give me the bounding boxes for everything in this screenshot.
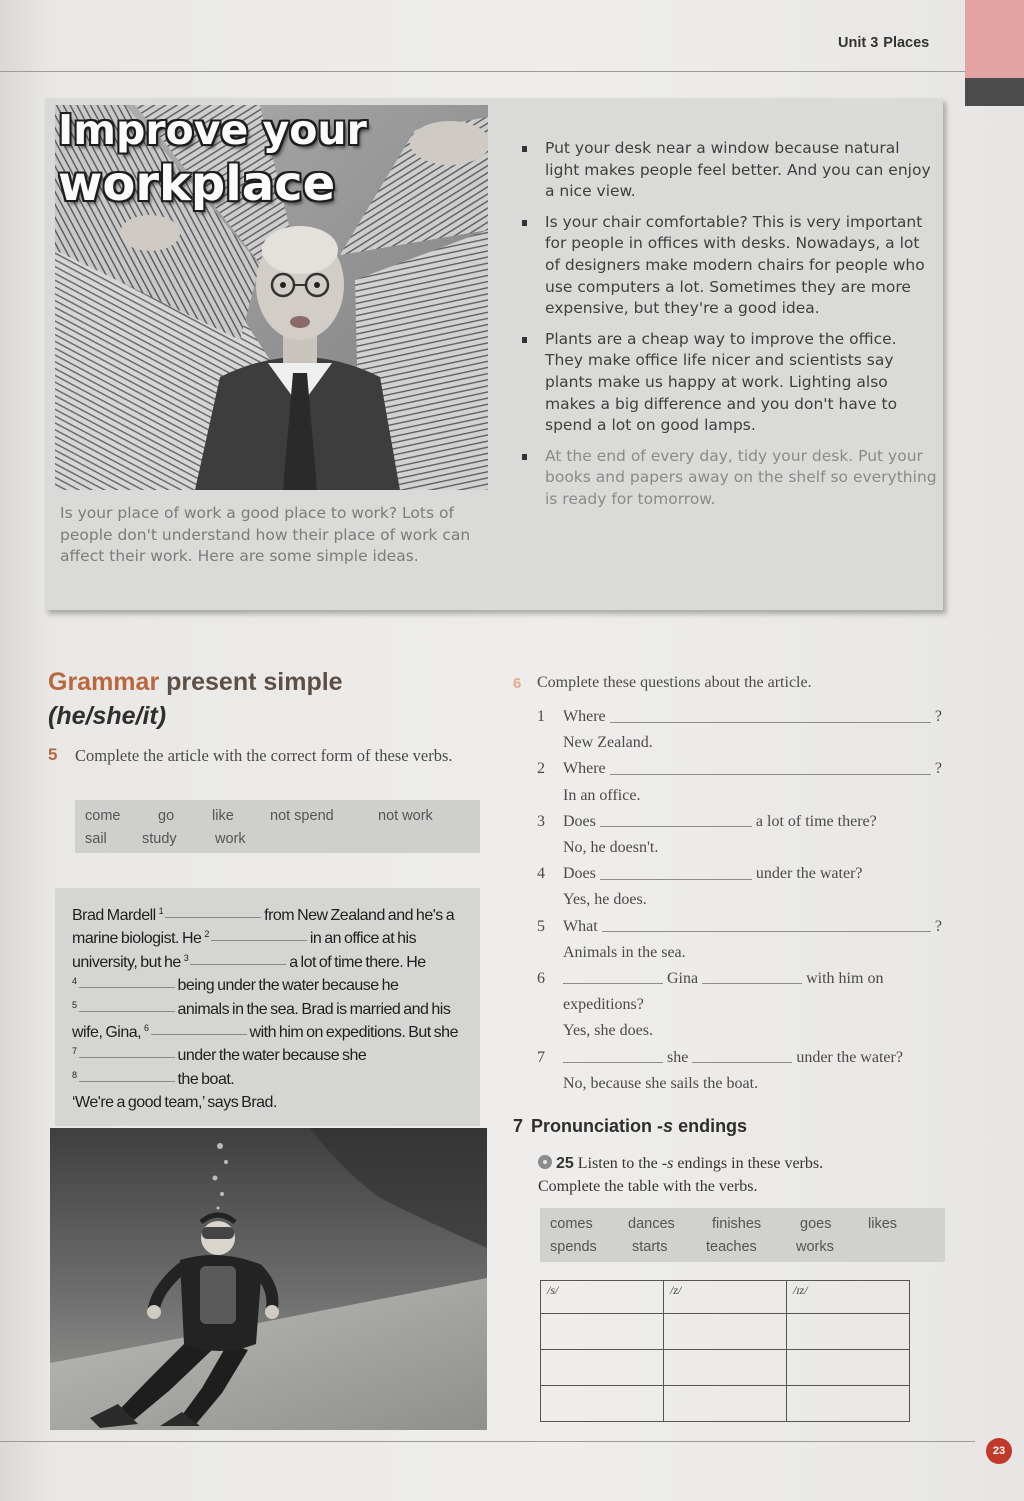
tip-text: At the end of every day, tidy your desk. Put your books and papers away on the shelf so everything is ready for tomorrow.	[545, 446, 937, 508]
answer-text: New Zealand.	[563, 734, 653, 752]
tip-item	[522, 329, 938, 437]
question-row	[537, 809, 942, 835]
answer-line	[702, 983, 802, 984]
instruction-suffix: -s	[661, 1155, 674, 1172]
question-text-after: under the water?	[755, 865, 863, 883]
question-number: 6	[537, 969, 545, 987]
tip-item	[522, 446, 938, 511]
unit-tab	[965, 0, 1024, 78]
instruction-text: Listen to the	[577, 1155, 658, 1172]
verb-word: go	[158, 808, 175, 824]
gapfill-text: under the water because she	[177, 1047, 367, 1065]
gap-line	[79, 986, 175, 988]
gap	[72, 1068, 175, 1091]
question-number: 7	[537, 1048, 545, 1066]
question-row	[537, 966, 942, 992]
bullet-icon	[522, 146, 527, 152]
gap-line	[79, 1080, 175, 1082]
question-number: 5	[537, 917, 545, 935]
article-title-line1: Improve your	[58, 106, 367, 154]
question-text: she	[667, 1048, 689, 1066]
page-number: 23	[986, 1438, 1012, 1464]
instruction-line	[538, 1152, 943, 1175]
gap-number: 3	[183, 952, 189, 963]
gapfill-text: in an office at his university, but he	[72, 930, 417, 971]
question-row	[537, 756, 942, 782]
instruction-line: Complete the table with the verbs.	[538, 1178, 758, 1195]
exercise7-number: 7	[513, 1116, 524, 1136]
gapfill-text: Brad Mardell	[72, 907, 156, 924]
question-text: Does	[563, 812, 596, 830]
answer-line	[600, 826, 752, 827]
exercise5-verb-box	[75, 800, 480, 853]
sounds-table	[540, 1280, 910, 1422]
table-header-cell: /z/	[664, 1281, 787, 1314]
verb-word: works	[796, 1239, 834, 1255]
gap	[204, 927, 307, 950]
table-header-row	[541, 1281, 910, 1314]
tip-text: Plants are a cheap way to improve the office. They make office life nicer and scientists say plants make us happy at work. Lighting also makes a big difference and you don't have to spend a lot on good lamps.	[545, 329, 898, 435]
exercise5-gapfill-box	[55, 888, 480, 1126]
table-cell	[664, 1314, 787, 1350]
answer-line	[563, 983, 663, 984]
answer-line	[600, 879, 752, 880]
instruction-text: endings in these verbs.	[677, 1155, 824, 1172]
question-row	[537, 861, 942, 887]
verb-word: likes	[868, 1216, 898, 1232]
gap-line	[211, 939, 307, 941]
gap	[184, 951, 287, 974]
gap-number: 4	[72, 976, 77, 987]
gap-line	[165, 916, 261, 918]
exercise7-heading	[513, 1116, 747, 1137]
question-text-wrap: expeditions?	[563, 996, 644, 1014]
grammar-heading	[48, 667, 343, 698]
article-intro: Is your place of work a good place to work? Lots of people don't understand how their place of work can affect their work. Here are some simple ideas.	[60, 504, 471, 566]
answer-row	[537, 1071, 942, 1097]
verb-word: not work	[378, 808, 433, 824]
question-number: 1	[537, 708, 545, 726]
exercise5-instruction: Complete the article with the correct form of these verbs.	[75, 746, 453, 765]
gap	[72, 1044, 175, 1067]
question-text-after: a lot of time there?	[755, 812, 877, 830]
verb-word: sail	[85, 831, 107, 847]
question-text-after: under the water?	[796, 1048, 903, 1066]
answer-text: Animals in the sea.	[563, 943, 686, 961]
gap	[144, 1021, 247, 1044]
table-cell	[787, 1386, 910, 1422]
gap-number: 1	[158, 906, 164, 916]
table-cell	[664, 1350, 787, 1386]
question-number: 3	[537, 812, 545, 830]
article-title-line2: workplace	[58, 156, 336, 212]
question-text: Does	[563, 865, 596, 883]
question-row	[537, 704, 942, 730]
answer-row	[537, 835, 942, 861]
tips-list	[522, 138, 938, 520]
exercise7-title-end: endings	[678, 1116, 748, 1136]
exercise6-questions	[537, 704, 942, 1097]
exercise6-number: 6	[513, 675, 522, 692]
tip-item	[522, 212, 938, 320]
gapfill-text: the boat.	[177, 1070, 235, 1088]
answer-row	[537, 783, 942, 809]
answer-row	[537, 887, 942, 913]
verb-word: dances	[628, 1216, 675, 1232]
gap-number: 8	[72, 1069, 77, 1080]
gapfill-closing: ‘We're a good team,’ says Brad.	[72, 1094, 277, 1112]
answer-text: Yes, he does.	[563, 891, 647, 909]
top-rule	[0, 71, 965, 72]
gap-number: 7	[72, 1046, 77, 1057]
table-row	[541, 1386, 910, 1422]
bottom-rule	[0, 1441, 975, 1442]
track-number: 25	[556, 1155, 574, 1172]
question-text-after: with him on	[806, 969, 884, 987]
gapfill-text: a lot of time there. He	[289, 953, 426, 971]
verb-word: teaches	[706, 1239, 757, 1255]
question-row	[537, 914, 942, 940]
verb-word: comes	[550, 1216, 593, 1232]
exercise7-title: Pronunciation	[531, 1116, 653, 1136]
verb-word: study	[142, 831, 177, 847]
answer-line	[692, 1062, 792, 1063]
gapfill-text: being under the water because he	[177, 977, 399, 995]
unit-label: Unit 3	[838, 35, 879, 51]
bullet-icon	[522, 337, 527, 343]
gapfill-text: with him on expeditions. But she	[249, 1024, 458, 1042]
bullet-icon	[522, 220, 527, 226]
answer-line	[563, 1062, 663, 1063]
gapfill-text: animals in the sea. Brad is married and his wife, Gina,	[72, 1000, 451, 1042]
diver-photo-image	[50, 1128, 487, 1430]
tip-item	[522, 138, 938, 203]
answer-row	[537, 1018, 942, 1044]
verb-word: come	[85, 808, 121, 824]
verb-word: work	[215, 831, 246, 847]
gap-number: 2	[204, 929, 209, 940]
question-end: ?	[934, 760, 942, 778]
table-header-cell: /s/	[541, 1281, 664, 1314]
table-cell	[541, 1350, 664, 1386]
unit-title: Places	[883, 35, 930, 51]
answer-row	[537, 730, 942, 756]
verb-word: like	[212, 808, 234, 824]
answer-text: Yes, she does.	[563, 1022, 653, 1040]
bullet-icon	[522, 454, 527, 460]
question-text: Where	[563, 708, 606, 726]
table-cell	[541, 1386, 664, 1422]
table-row	[541, 1350, 910, 1386]
gap-number: 6	[144, 1023, 149, 1034]
answer-row	[537, 940, 942, 966]
tip-text: Put your desk near a window because natural light makes people feel better. And you can enjoy a nice view.	[545, 139, 931, 201]
question-row	[537, 1044, 942, 1070]
grammar-heading-word: Grammar	[48, 668, 160, 696]
question-end: ?	[934, 708, 942, 726]
answer-line	[610, 774, 931, 775]
gapfill-paragraph	[55, 888, 480, 1115]
question-text: What	[563, 917, 598, 935]
table-header-cell: /ɪz/	[787, 1281, 910, 1314]
answer-line	[602, 931, 931, 932]
unit-tab-dark	[965, 78, 1024, 106]
verb-word: not spend	[270, 808, 334, 824]
exercise7-verb-box	[540, 1208, 945, 1262]
table-row	[541, 1314, 910, 1350]
exercise7-title-suffix: -s	[657, 1116, 674, 1136]
gap-line	[151, 1033, 247, 1035]
verb-word: starts	[632, 1239, 668, 1255]
gap-line	[190, 963, 286, 965]
gap-line	[79, 1010, 175, 1012]
running-header	[838, 35, 929, 51]
gap	[72, 998, 175, 1021]
diver-photo	[50, 1128, 487, 1430]
gap	[72, 974, 175, 997]
table-cell	[787, 1314, 910, 1350]
question-number: 4	[537, 865, 545, 883]
verb-word: spends	[550, 1239, 597, 1255]
verb-word: finishes	[712, 1216, 762, 1232]
question-end: ?	[934, 917, 942, 935]
gap	[159, 904, 262, 927]
exercise7-instruction	[538, 1152, 943, 1198]
exercise5-number: 5	[48, 745, 58, 764]
table-cell	[664, 1386, 787, 1422]
verb-word: goes	[800, 1216, 832, 1232]
answer-text: No, he doesn't.	[563, 839, 659, 857]
question-text: Gina	[667, 969, 699, 987]
grammar-subheading: (he/she/it)	[48, 702, 167, 730]
grammar-heading-topic: present simple	[166, 668, 343, 696]
question-continuation	[537, 992, 942, 1018]
gap-number: 5	[72, 999, 77, 1010]
gapfill-text: from New Zealand and he's a marine biologist. He	[72, 907, 455, 948]
answer-text: In an office.	[563, 786, 641, 804]
audio-icon	[538, 1155, 552, 1169]
question-text: Where	[563, 760, 606, 778]
answer-text: No, because she sails the boat.	[563, 1074, 759, 1092]
exercise6-instruction: Complete these questions about the article.	[537, 674, 812, 691]
table-cell	[541, 1314, 664, 1350]
table-cell	[787, 1350, 910, 1386]
tip-text: Is your chair comfortable? This is very important for people in offices with desks. Nowadays, a lot of designers make modern chairs for people who use computers a lot. Sometimes they are more expensive, but they're a good idea.	[545, 212, 925, 318]
gap-line	[79, 1056, 175, 1058]
answer-line	[610, 722, 931, 723]
question-number: 2	[537, 760, 545, 778]
